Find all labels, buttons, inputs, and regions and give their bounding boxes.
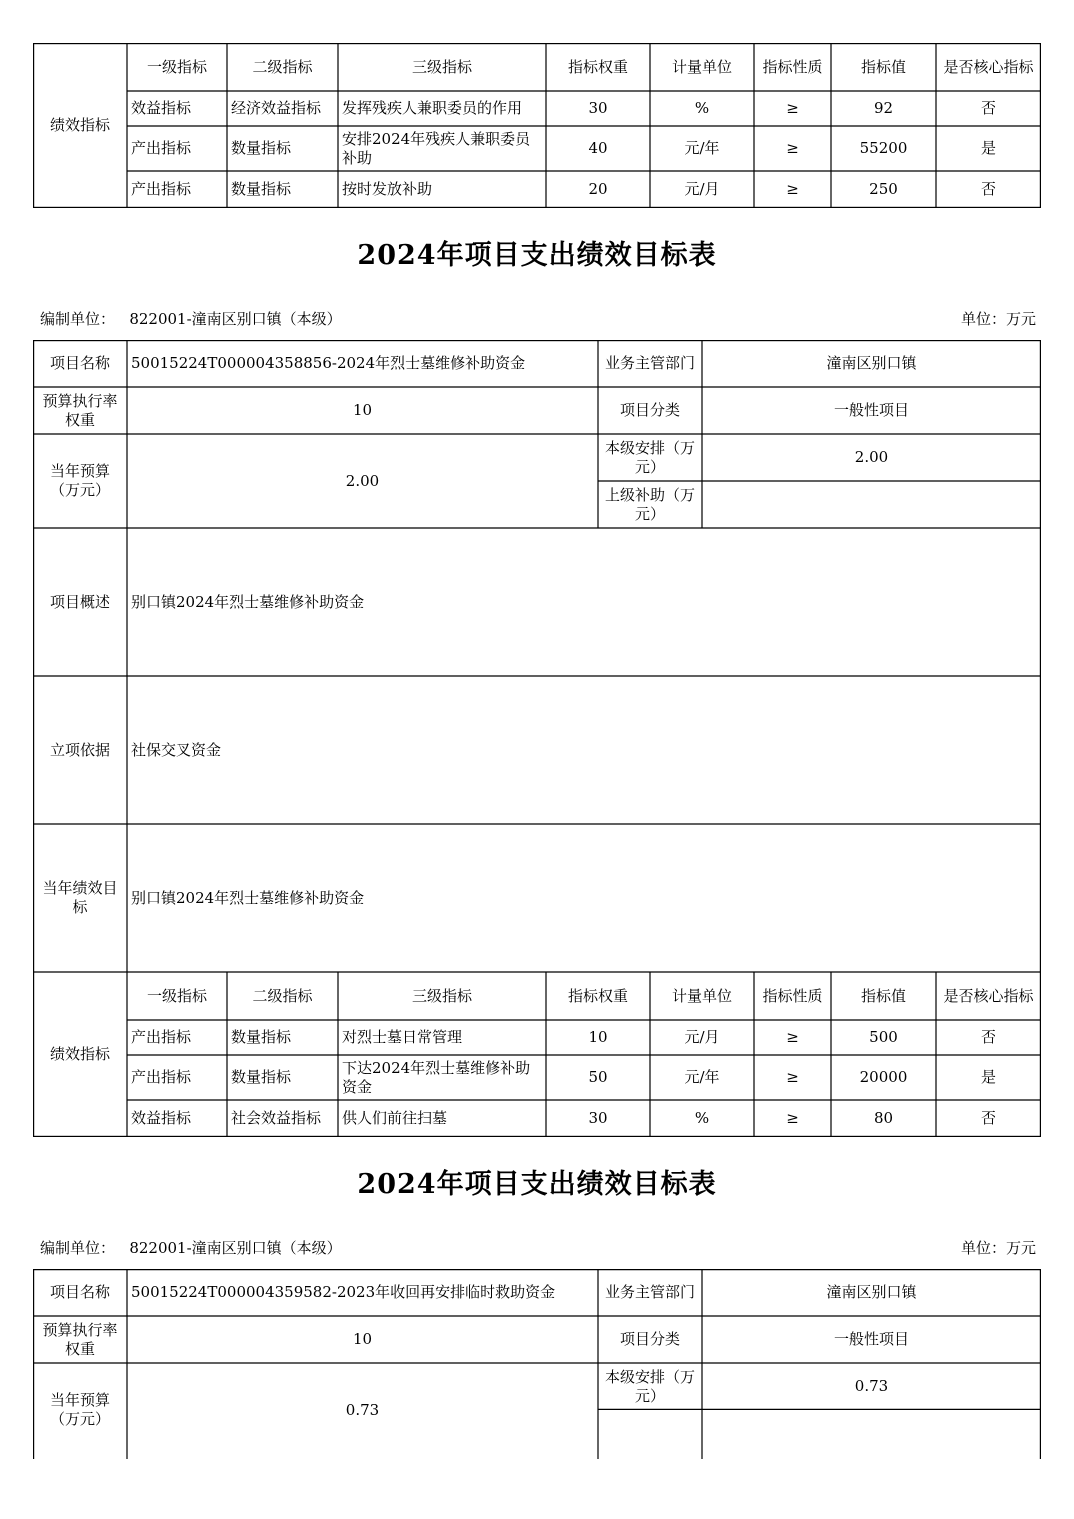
header-cell: 指标值 <box>860 986 906 1005</box>
table-cell: 效益指标 <box>131 99 192 117</box>
table-cell: 对烈士墓日常管理 <box>342 1028 463 1046</box>
table-cell: 250 <box>869 180 898 198</box>
annual-goal-value: 别口镇2024年烈士墓维修补助资金 <box>131 888 365 907</box>
table-cell: 产出指标 <box>131 180 192 198</box>
table-cell: ≥ <box>786 1108 799 1127</box>
table-cell: 社会效益指标 <box>231 1108 322 1127</box>
table-cell: 效益指标 <box>131 1108 192 1127</box>
table-cell: 50 <box>588 1068 608 1086</box>
header-cell: 二级指标 <box>252 57 313 76</box>
table-cell: 元/年 <box>684 1068 720 1086</box>
table-cell: 发挥残疾人兼职委员的作用 <box>342 99 523 117</box>
compiler-label: 编制单位： <box>40 1239 116 1257</box>
upper-subsidy-label: 上级补助（万元） <box>604 485 695 523</box>
table2-cells <box>33 1269 1041 1459</box>
table-cell: ≥ <box>786 1068 799 1086</box>
table-cell: 是 <box>980 1068 996 1086</box>
table-cell: 供人们前往扫墓 <box>342 1108 448 1127</box>
table-cell: % <box>694 99 710 117</box>
table-cell: 92 <box>873 99 894 117</box>
local-alloc-value: 2.00 <box>854 448 889 466</box>
header-cell: 指标权重 <box>567 986 628 1005</box>
table-cell: % <box>694 1108 710 1127</box>
table1-title: 2024年项目支出绩效目标表 <box>357 240 717 271</box>
table2-title: 2024年项目支出绩效目标表 <box>357 1169 717 1200</box>
local-alloc-label: 本级安排（万元） <box>604 1367 695 1405</box>
header-cell: 三级指标 <box>411 986 472 1005</box>
perf-group-label: 绩效指标 <box>49 116 110 134</box>
compiler-line <box>40 308 342 329</box>
table-cell: 20 <box>588 180 608 198</box>
header-cell: 计量单位 <box>671 57 732 76</box>
table-cell: 10 <box>588 1028 608 1046</box>
unit-label: 单位：万元 <box>960 1239 1036 1257</box>
header-cell: 指标权重 <box>567 57 628 76</box>
overview-label: 项目概述 <box>49 592 110 611</box>
annual-budget-label: 当年预算（万元） <box>49 1391 110 1428</box>
overview-value: 别口镇2024年烈士墓维修补助资金 <box>131 592 365 611</box>
compiler-value: 822001-潼南区别口镇（本级） <box>129 1239 342 1257</box>
compiler-value: 822001-潼南区别口镇（本级） <box>129 310 342 328</box>
table-cell: 否 <box>980 99 996 117</box>
project-name-value: 50015224T000004359582-2023年收回再安排临时救助资金 <box>131 1283 556 1301</box>
category-label: 项目分类 <box>619 401 680 419</box>
category-label: 项目分类 <box>619 1330 680 1348</box>
table-cell: 否 <box>980 180 996 198</box>
basis-label: 立项依据 <box>49 740 110 759</box>
upper-subsidy-value <box>702 481 1041 528</box>
table-cell: 20000 <box>859 1068 908 1086</box>
category-value: 一般性项目 <box>833 1330 909 1348</box>
header-cell: 指标性质 <box>762 57 823 76</box>
table-cell: 元/年 <box>684 139 720 157</box>
unit-label: 单位：万元 <box>960 310 1036 328</box>
local-alloc-label: 本级安排（万元） <box>604 438 695 476</box>
table-cell: 下达2024年烈士墓维修补助资金 <box>342 1058 531 1096</box>
table-cell: 安排2024年残疾人兼职委员补助 <box>342 129 531 167</box>
table-cell: 数量指标 <box>231 180 292 198</box>
table-cell: ≥ <box>786 180 799 198</box>
table-cell: 产出指标 <box>131 1028 192 1046</box>
table-cell: 80 <box>873 1108 894 1127</box>
table-cell: ≥ <box>786 139 799 157</box>
project-name-label: 项目名称 <box>49 1283 110 1301</box>
header-cell: 指标性质 <box>762 986 823 1005</box>
table-cell: 数量指标 <box>231 139 292 157</box>
table-cell: 否 <box>980 1028 996 1046</box>
table-cell: 55200 <box>859 139 908 157</box>
basis-value: 社保交叉资金 <box>131 740 222 759</box>
table-cell: 按时发放补助 <box>342 180 433 198</box>
table-cell: 产出指标 <box>131 1068 192 1086</box>
budget-weight-label: 预算执行率权重 <box>42 1320 118 1358</box>
table2-compiler-row <box>40 1237 1036 1257</box>
top-indicator-cells <box>33 43 1041 208</box>
header-cell: 计量单位 <box>671 986 732 1005</box>
table-cell: 经济效益指标 <box>231 99 322 117</box>
table1-compiler-row <box>40 308 1036 328</box>
table-cell: 40 <box>588 139 608 157</box>
table1-cells <box>33 340 1041 1137</box>
dept-value: 潼南区别口镇 <box>826 354 917 372</box>
project-name-label: 项目名称 <box>49 354 110 372</box>
table-cell: 元/月 <box>684 180 720 198</box>
table-cell: 数量指标 <box>231 1068 292 1086</box>
header-cell: 是否核心指标 <box>943 57 1034 76</box>
table-cell: ≥ <box>786 99 799 117</box>
table-cell: 30 <box>588 1108 608 1127</box>
table-cell: 30 <box>588 99 608 117</box>
table-cell: 是 <box>980 139 996 157</box>
annual-budget-value: 2.00 <box>345 471 380 490</box>
table-cell: 元/月 <box>684 1028 720 1046</box>
header-cell: 三级指标 <box>411 57 472 76</box>
dept-label: 业务主管部门 <box>604 1283 695 1301</box>
budget-weight-label: 预算执行率权重 <box>42 391 118 429</box>
compiler-label: 编制单位： <box>40 310 116 328</box>
header-cell: 是否核心指标 <box>943 986 1034 1005</box>
header-cell: 一级指标 <box>146 57 207 76</box>
budget-weight-value: 10 <box>352 1330 373 1348</box>
dept-value: 潼南区别口镇 <box>826 1283 917 1301</box>
table-cell: 否 <box>980 1108 996 1127</box>
budget-weight-value: 10 <box>352 401 373 419</box>
dept-label: 业务主管部门 <box>604 354 695 372</box>
local-alloc-value: 0.73 <box>854 1377 889 1395</box>
annual-budget-label: 当年预算（万元） <box>49 462 110 499</box>
table-cell: 产出指标 <box>131 139 192 157</box>
table-cell: 数量指标 <box>231 1028 292 1046</box>
category-value: 一般性项目 <box>833 401 909 419</box>
header-cell: 二级指标 <box>252 986 313 1005</box>
header-cell: 一级指标 <box>146 986 207 1005</box>
annual-goal-label: 当年绩效目标 <box>42 879 118 916</box>
perf-group-label: 绩效指标 <box>49 1044 110 1063</box>
table2-clip <box>0 1269 1074 1428</box>
annual-budget-value: 0.73 <box>345 1400 380 1419</box>
compiler-line <box>40 1237 342 1258</box>
header-cell: 指标值 <box>860 57 906 76</box>
table-cell: ≥ <box>786 1028 799 1046</box>
table-cell: 500 <box>869 1028 898 1046</box>
project-name-value: 50015224T000004358856-2024年烈士墓维修补助资金 <box>131 354 526 372</box>
